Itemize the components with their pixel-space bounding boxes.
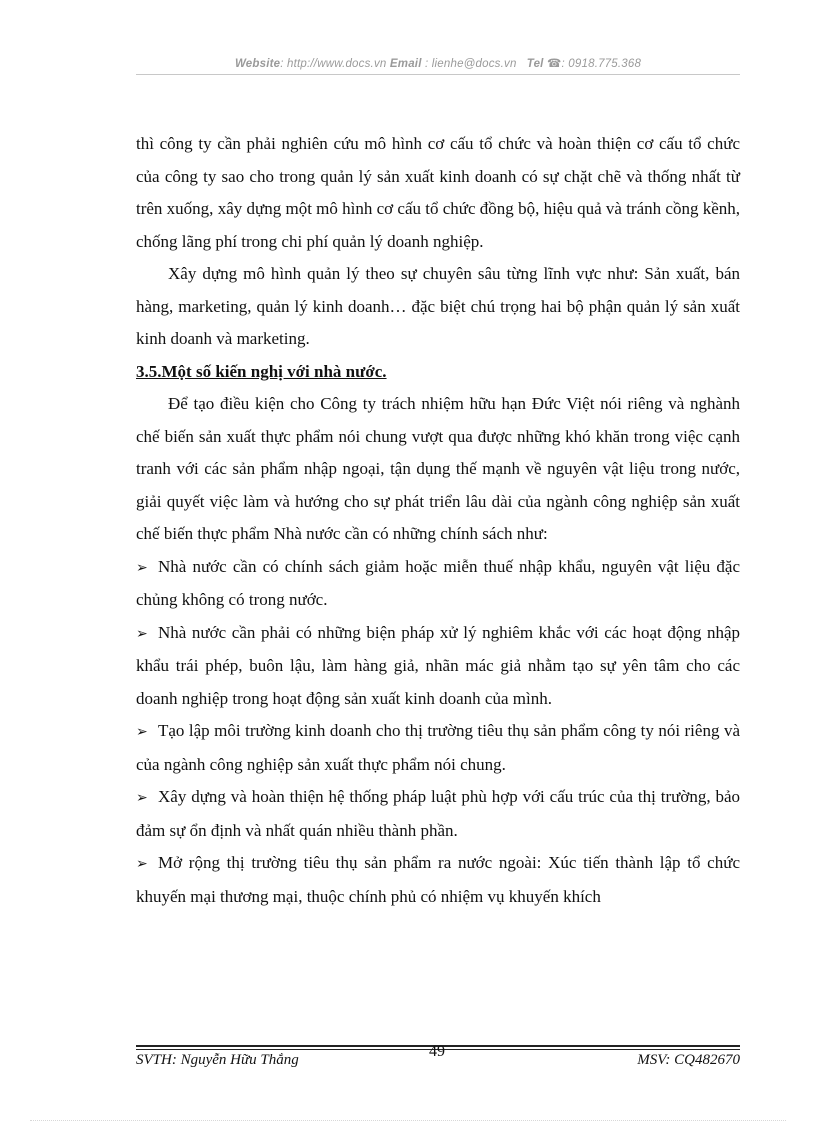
bullet-item [136,617,740,716]
tel-label: Tel [526,58,544,70]
arrow-bullet-icon: ➢ [136,856,148,872]
email-value: : lienhe@docs.vn [421,58,517,70]
bullet-text: Nhà nước cần có chính sách giảm hoặc miễn thuế nhập khẩu, nguyên vật liệu đặc chủng không có trong nước. [136,556,740,609]
document-body [136,128,740,913]
bullet-text: Tạo lập môi trường kinh doanh cho thị trường tiêu thụ sản phẩm công ty nói riêng và của ngành công nghiệp sản xuất thực phẩm nói chung. [136,721,740,774]
bullet-text: Xây dựng và hoàn thiện hệ thống pháp luật phù hợp với cấu trúc của thị trường, bảo đảm sự ổn định và nhất quán nhiều thành phần. [136,787,740,840]
arrow-bullet-icon: ➢ [136,790,148,806]
page-number: 49 [429,1043,445,1060]
bullet-text: Mở rộng thị trường tiêu thụ sản phẩm ra nước ngoài: Xúc tiến thành lập tổ chức khuyến mại thương mại, thuộc chính phủ có nhiệm vụ khuyến khích [136,853,740,906]
page-bottom-edge [30,1120,786,1121]
bullet-text: Nhà nước cần phải có những biện pháp xử lý nghiêm khắc với các hoạt động nhập khẩu trái phép, buôn lậu, làm hàng giả, nhãn mác giả nhằm tạo sự yên tâm cho các doanh nghiệp trong hoạt động sản xuất kinh doanh của mình. [136,622,740,708]
bullet-item [136,715,740,781]
tel-value: : 0918.775.368 [561,58,642,70]
footer-student-name: SVTH: Nguyễn Hữu Thắng [136,1052,299,1068]
header-divider [136,74,740,75]
section-heading: 3.5.Một số kiến nghị với nhà nước. [136,361,387,381]
arrow-bullet-icon: ➢ [136,724,148,740]
website-value: : http://www.docs.vn [280,58,387,70]
page-header [136,56,740,70]
paragraph-2: Xây dựng mô hình quản lý theo sự chuyên sâu từng lĩnh vực như: Sản xuất, bán hàng, marketing, quản lý kinh doanh… đặc biệt chú trọng hai bộ phận quản lý sản xuất kinh doanh và marketing. [136,264,740,348]
arrow-bullet-icon: ➢ [136,559,148,576]
email-label: Email [389,58,422,70]
bullet-item [136,551,740,617]
bullet-item [136,847,740,913]
website-label: Website [234,58,281,70]
arrow-bullet-icon: ➢ [136,625,148,642]
footer-student-id: MSV: CQ482670 [637,1052,740,1068]
bullet-item [136,781,740,847]
paragraph-1: thì công ty cần phải nghiên cứu mô hình cơ cấu tổ chức và hoàn thiện cơ cấu tổ chức của công ty sao cho trong quản lý sản xuất kinh doanh có sự chặt chẽ và thống nhất từ trên xuống, xây dựng một mô hình cơ cấu tổ chức đồng bộ, hiệu quả và tránh cồng kềnh, chống lãng phí trong chi phí quản lý doanh nghiệp. [136,134,740,251]
paragraph-3: Để tạo điều kiện cho Công ty trách nhiệm hữu hạn Đức Việt nói riêng và nghành chế biến sản xuất thực phẩm nói chung vượt qua được những khó khăn trong việc cạnh tranh với các sản phẩm nhập ngoại, tận dụng thế mạnh về nguyên vật liệu trong nước, giải quyết việc làm và hướng cho sự phát triển lâu dài của ngành công nghiệp sản xuất chế biến thực phẩm Nhà nước cần có những chính sách như: [136,394,740,543]
phone-icon: ☎ [546,58,562,70]
